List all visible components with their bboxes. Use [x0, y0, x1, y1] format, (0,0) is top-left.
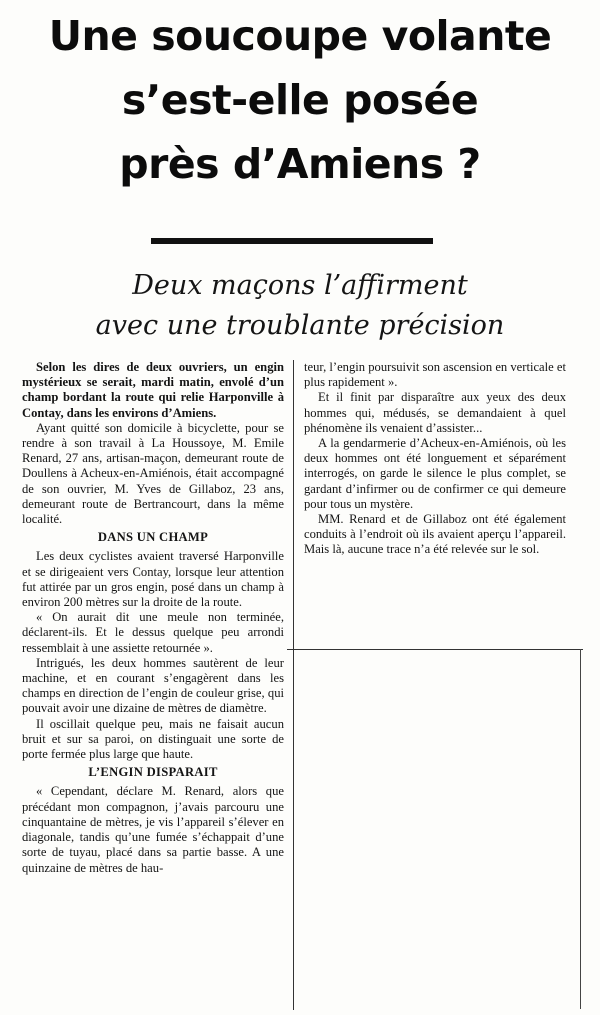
article-column-left: [22, 360, 284, 876]
paragraph: « On aurait dit une meule non terminée, déclarent-ils. Et le dessus quelque peu arrondi ressemblait à une assiette retournée ».: [22, 610, 284, 655]
section-heading: L’ENGIN DISPARAIT: [88, 765, 218, 780]
section-heading: DANS UN CHAMP: [97, 530, 209, 545]
paragraph: Ayant quitté son domicile à bicyclette, pour se rendre à son travail à La Houssoye, M. Emile Renard, 27 ans, artisan-maçon, demeurant route de Doullens à Acheux-en-Amiénois, était accompagné de son ouvrier, M. Yves de Gillaboz, 23 ans, demeurant route de Bertrancourt, dans la même localité.: [22, 420, 284, 527]
paragraph: Et il finit par disparaître aux yeux des deux hommes qui, médusés, se demandaient à quel phénomène ils venaient d’assister...: [304, 390, 566, 435]
headline-line-2: s’est-elle posée: [121, 76, 479, 124]
headline: [0, 4, 600, 196]
subheadline-line-1: Deux maçons l’affirment: [132, 270, 468, 301]
paragraph: Les deux cyclistes avaient traversé Harponville et se dirigeaient vers Contay, lorsque leur attention fut attirée par un gros engin, posé dans un champ à environ 200 mètres sur la droite de la route.: [22, 549, 284, 610]
paragraph: Selon les dires de deux ouvriers, un engin mystérieux se serait, mardi matin, envolé d’un champ bordant la route qui relie Harponville à Contay, dans les environs d’Amiens.: [22, 360, 284, 420]
headline-rule: [151, 238, 433, 244]
headline-line-3: près d’Amiens ?: [119, 140, 481, 188]
paragraph: MM. Renard et de Gillaboz ont été également conduits à l’endroit où ils avaient aperçu l’appareil. Mais là, aucune trace n’a été relevée sur le sol.: [304, 512, 566, 557]
paragraph: « Cependant, déclare M. Renard, alors que précédant mon compagnon, j’avais parcouru une cinquantaine de mètres, je vis l’appareil s’élever en diagonale, tandis qu’une fumée s’échappait d’une sorte de tuyau, placé dans sa partie basse. A une quinzaine de mètres de hau-: [22, 784, 284, 875]
paragraph: teur, l’engin poursuivit son ascension en verticale et plus rapidement ».: [304, 360, 566, 390]
paragraph: A la gendarmerie d’Acheux-en-Amiénois, où les deux hommes ont été longuement et séparément interrogés, on garde le silence le plus complet, se gardant d’infirmer ou de confirmer ce qui demeure pour tous un mystère.: [304, 436, 566, 511]
paragraph: Intrigués, les deux hommes sautèrent de leur machine, et en courant s’engagèrent dans les champs en direction de l’engin de couleur grise, qui pouvait avoir une dizaine de mètres de diamètre.: [22, 655, 284, 716]
subheadline-line-2: avec une troublante précision: [95, 310, 505, 341]
clipping-edge-rule: [580, 649, 581, 1009]
headline-line-1: Une soucoupe volante: [48, 12, 552, 60]
column-divider: [293, 360, 294, 1010]
paragraph: Il oscillait quelque peu, mais ne faisait aucun bruit et sur sa paroi, on distinguait une sorte de porte fermée plus large que haute.: [22, 716, 284, 762]
clipping-edge-rule: [287, 649, 583, 650]
subheadline: [0, 266, 600, 346]
article-column-right: [304, 360, 566, 558]
